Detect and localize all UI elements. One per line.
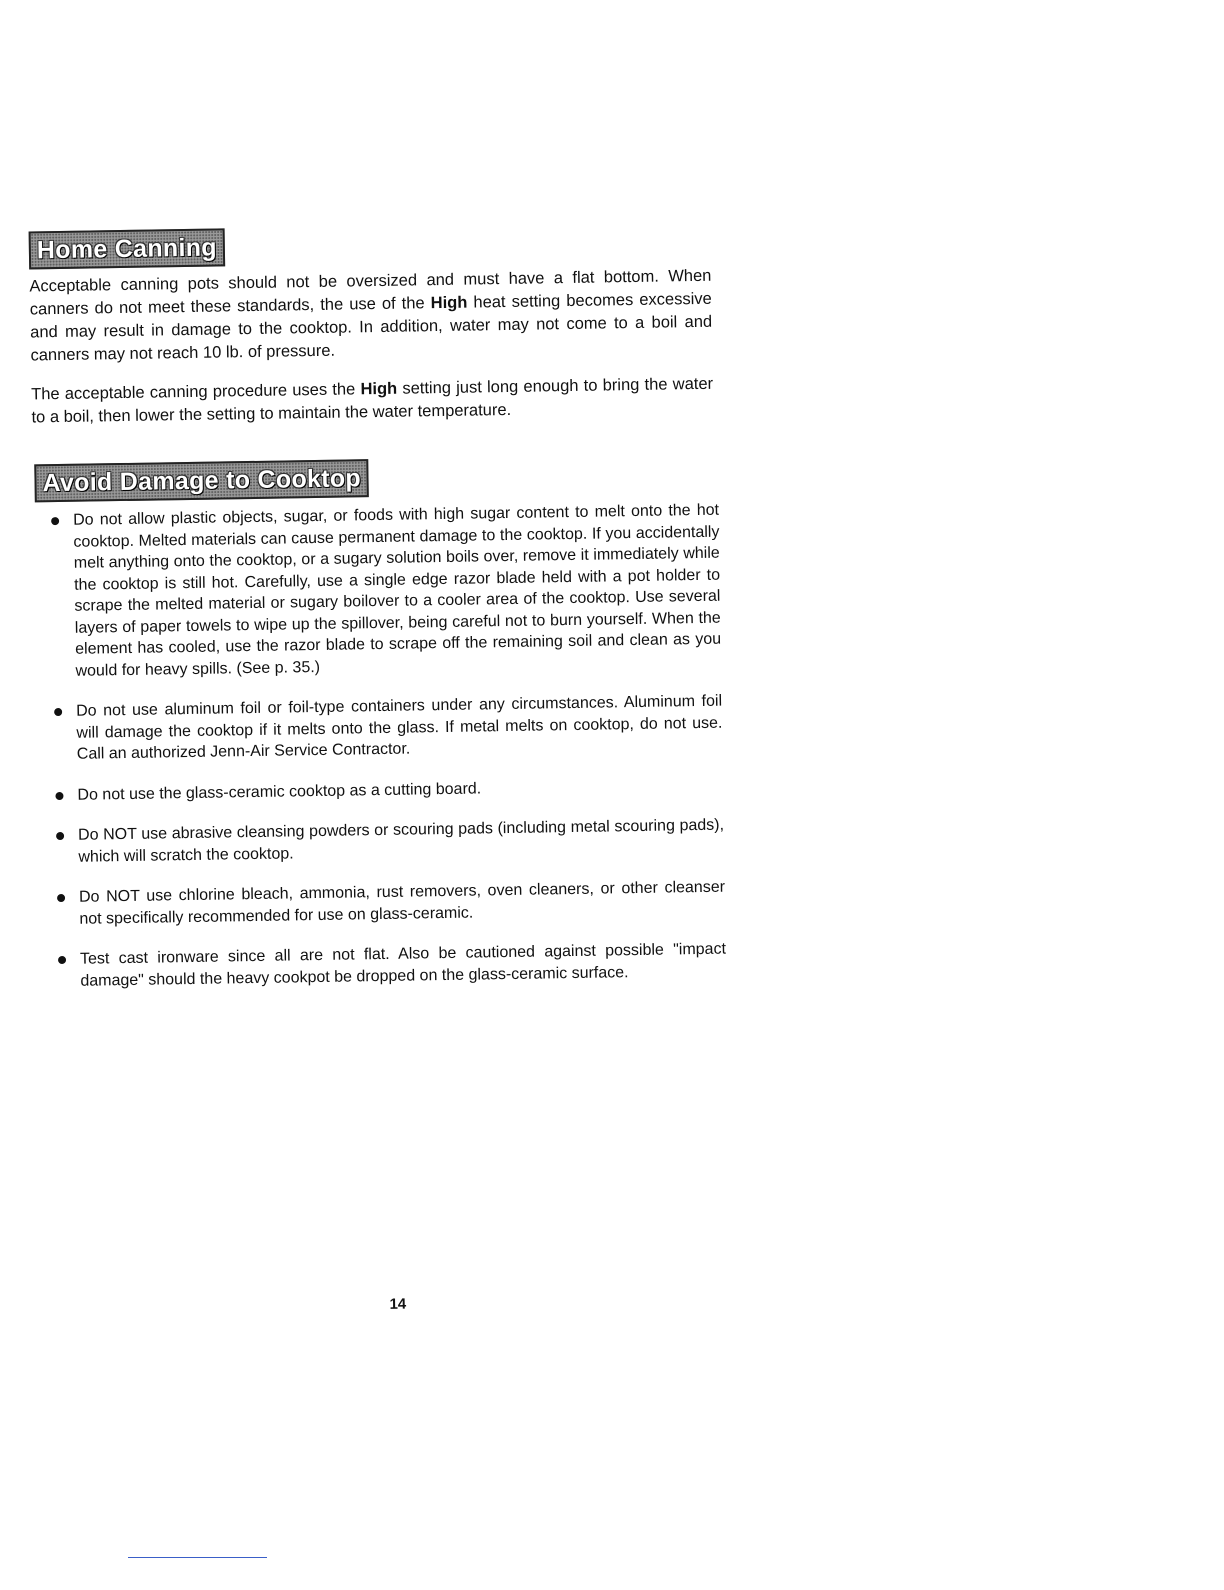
bullet-dot-icon <box>54 708 62 716</box>
list-item <box>53 774 723 806</box>
bullet-dot-icon <box>57 894 65 902</box>
bullet-text: Do NOT use chlorine bleach, ammonia, rust removers, oven cleaners, or other cleanser not specifically recommended for use on glass-ceramic. <box>78 878 726 928</box>
home-canning-paragraph-2 <box>31 373 714 430</box>
avoid-damage-heading: Avoid Damage to Cooktop <box>34 459 369 502</box>
list-item <box>55 877 726 931</box>
bullet-dot-icon <box>56 832 64 840</box>
bullet-text: Do not allow plastic objects, sugar, or foods with high sugar content to melt onto the hot cooktop. Melted materials can cause permanent damage to the cooktop. If you accidentally melt anything onto the cooktop, or a sugary solution boils over, remove it immediately while the cooktop is still hot. Carefully, use a single edge razor blade held with a pot holder to scrape the melted material or sugary boilover to a cooler area of the cooktop. Use several layers of paper towels to wipe up the spillover, being careful not to burn yourself. When the element has cooled, use the razor blade to scrape off the remaining soil and clean as you would for heavy spills. (See p. 35.) <box>73 501 722 680</box>
bullet-text: Test cast ironware since all are not flat. Also be cautioned against possible "impact damage" should the heavy cookpot be dropped on the glass-ceramic surface. <box>79 940 727 990</box>
home-canning-heading: Home Canning <box>29 228 226 269</box>
paragraph-1-text-b: heat setting becomes excessive and may result in damage to the cooktop. In addition, water may not come to a boil and canners may not reach 10 lb. of pressure. <box>30 289 713 365</box>
list-item <box>52 691 723 766</box>
list-item <box>54 815 725 869</box>
paragraph-2-text-a: The acceptable canning procedure uses the <box>31 380 361 404</box>
paragraph-2-bold-high: High <box>360 379 398 399</box>
paragraph-1-bold-high: High <box>430 293 468 313</box>
avoid-damage-bullet-list <box>49 500 727 1011</box>
paragraph-1-text-a: Acceptable canning pots should not be oversized and must have a flat bottom. When canners do not meet these standards, the use of the <box>29 266 712 319</box>
bullet-text: Do NOT use abrasive cleansing powders or scouring pads (including metal scouring pads), which will scratch the cooktop. <box>77 816 725 866</box>
footer-divider <box>128 1557 267 1558</box>
bullet-dot-icon <box>58 956 66 964</box>
bullet-dot-icon <box>51 517 59 525</box>
bullet-dot-icon <box>55 791 63 799</box>
paragraph-2-text-b: setting just long enough to bring the water to a boil, then lower the setting to maintain the water temperature. <box>31 374 714 427</box>
bullet-text: Do not use aluminum foil or foil-type containers under any circumstances. Aluminum foil will damage the cooktop if it melts onto the glass. If metal melts on cooktop, do not use. Call an authorized Jenn-Air Service Contractor. <box>76 692 723 763</box>
home-canning-paragraph-1 <box>29 265 712 368</box>
list-item <box>49 500 722 683</box>
list-item <box>56 939 727 993</box>
bullet-text: Do not use the glass-ceramic cooktop as a cutting board. <box>77 779 482 804</box>
page-number: 14 <box>389 1295 407 1313</box>
